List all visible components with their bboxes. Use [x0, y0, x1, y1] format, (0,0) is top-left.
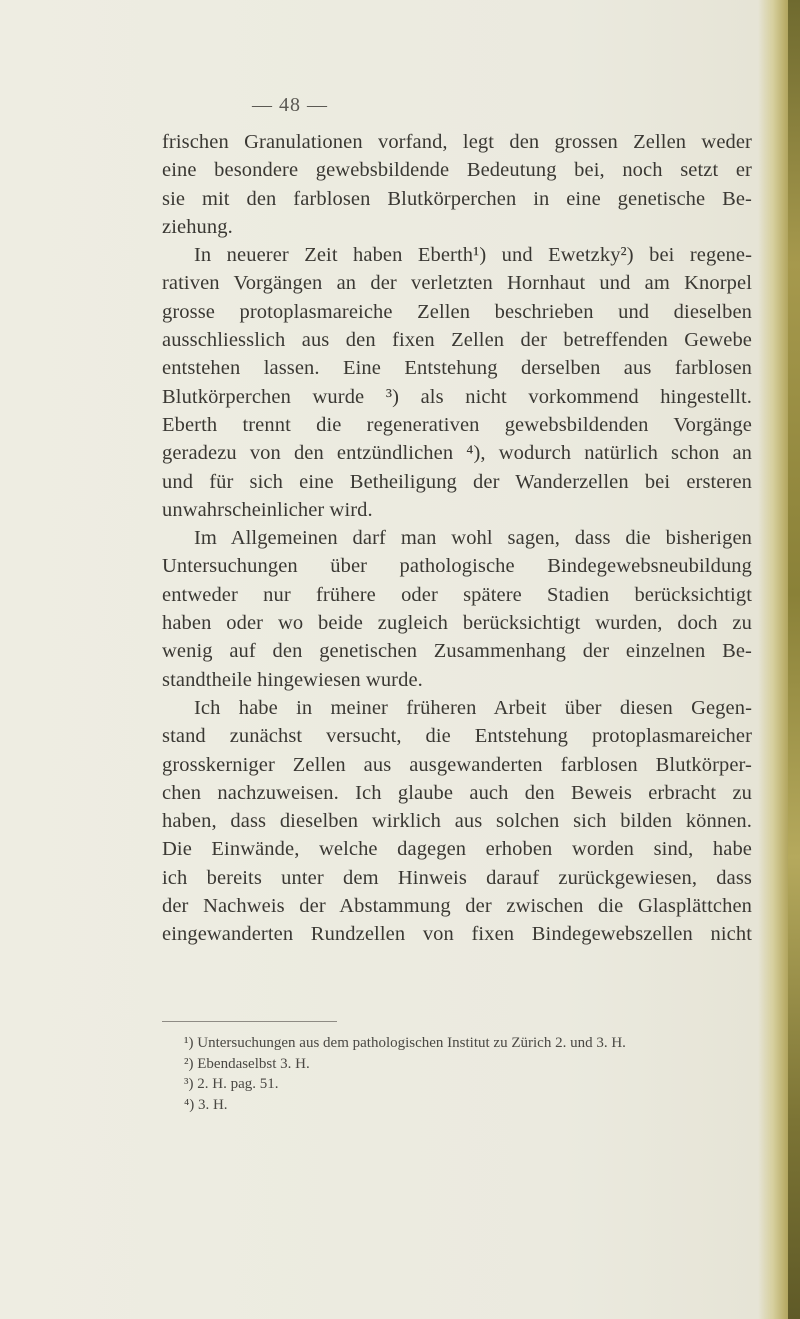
footnote: ⁴) 3. H.: [184, 1096, 228, 1113]
text-line: ich bereits unter dem Hinweis darauf zurückgewiesen, dass: [162, 866, 752, 889]
page-edge-shadow: [758, 0, 800, 1319]
text-line: sie mit den farblosen Blutkörperchen in eine genetische Be-: [162, 187, 752, 210]
text-line: Eberth trennt die regenerativen gewebsbildenden Vorgänge: [162, 413, 752, 436]
text-line: frischen Granulationen vorfand, legt den grossen Zellen weder: [162, 131, 752, 153]
text-line: haben, dass dieselben wirklich aus solchen sich bilden können.: [162, 810, 752, 833]
text-line: und für sich eine Betheiligung der Wanderzellen bei ersteren: [162, 470, 752, 493]
text-line: standtheile hingewiesen wurde.: [162, 668, 423, 691]
text-line: Im Allgemeinen darf man wohl sagen, dass die bisherigen: [194, 527, 752, 550]
page-number: — 48 —: [252, 94, 328, 116]
text-line: eine besondere gewebsbildende Bedeutung bei, noch setzt er: [162, 159, 752, 182]
text-line: Blutkörperchen wurde ³) als nicht vorkommend hingestellt.: [162, 385, 752, 408]
text-line: grosskerniger Zellen aus ausgewanderten farblosen Blutkörper-: [162, 753, 752, 776]
text-line: Untersuchungen über pathologische Bindegewebsneubildung: [162, 555, 752, 578]
text-line: rativen Vorgängen an der verletzten Hornhaut und am Knorpel: [162, 272, 752, 295]
text-line: wenig auf den genetischen Zusammenhang der einzelnen Be-: [162, 640, 752, 663]
text-line: grosse protoplasmareiche Zellen beschrieben und dieselben: [162, 300, 752, 323]
text-line: eingewanderten Rundzellen von fixen Bindegewebszellen nicht: [162, 923, 752, 946]
body-text: [162, 128, 752, 949]
footnotes: [184, 1033, 744, 1115]
text-line: In neuerer Zeit haben Eberth¹) und Ewetzky²) bei regene-: [194, 244, 752, 267]
text-line: entweder nur frühere oder spätere Stadien berücksichtigt: [162, 583, 752, 606]
text-line: stand zunächst versucht, die Entstehung protoplasmareicher: [162, 725, 752, 748]
text-line: der Nachweis der Abstammung der zwischen die Glasplättchen: [162, 895, 752, 918]
footnote-separator: [162, 1021, 337, 1022]
text-line: Die Einwände, welche dagegen erhoben worden sind, habe: [162, 838, 752, 861]
text-line: ziehung.: [162, 215, 233, 238]
text-line: haben oder wo beide zugleich berücksichtigt wurden, doch zu: [162, 612, 752, 635]
footnote: ²) Ebendaselbst 3. H.: [184, 1055, 310, 1072]
text-line: Ich habe in meiner früheren Arbeit über diesen Gegen-: [194, 696, 752, 719]
footnote: ³) 2. H. pag. 51.: [184, 1076, 279, 1092]
text-line: unwahrscheinlicher wird.: [162, 498, 373, 521]
text-line: chen nachzuweisen. Ich glaube auch den Beweis erbracht zu: [162, 781, 752, 804]
footnote: ¹) Untersuchungen aus dem pathologischen Institut zu Zürich 2. und 3. H.: [184, 1035, 626, 1051]
text-line: ausschliesslich aus den fixen Zellen der betreffenden Gewebe: [162, 329, 752, 352]
text-line: geradezu von den entzündlichen ⁴), wodurch natürlich schon an: [162, 442, 752, 465]
text-line: entstehen lassen. Eine Entstehung derselben aus farblosen: [162, 357, 752, 380]
binding-edge: [788, 0, 800, 1319]
